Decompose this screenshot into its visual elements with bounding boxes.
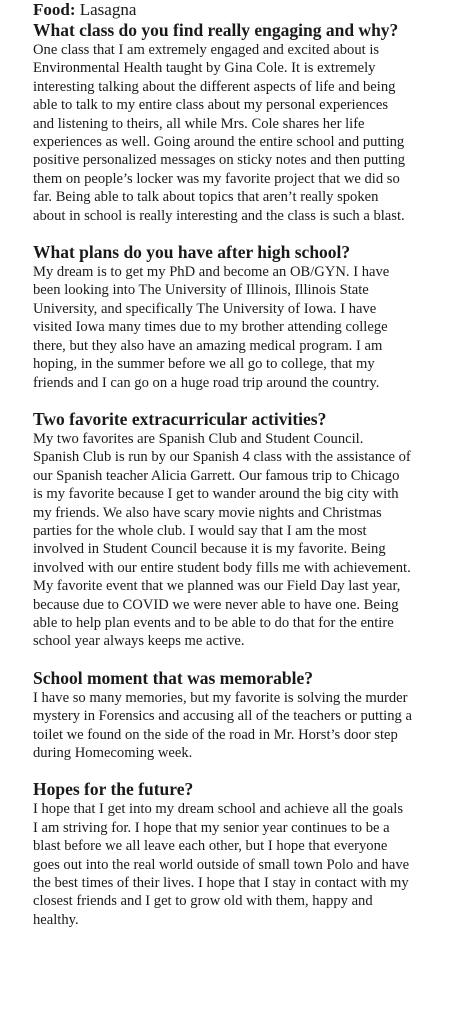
answer-line: healthy. bbox=[33, 911, 79, 928]
answer-line: and listening to theirs, all while Mrs. Cole shares her life bbox=[33, 115, 365, 132]
answer-line: blast before we all leave each other, but I hope that everyone bbox=[33, 838, 388, 855]
answer-line: interesting talking about the different aspects of life and being bbox=[33, 78, 396, 95]
answer-line: our Spanish teacher Alicia Garrett. Our famous trip to Chicago bbox=[33, 467, 400, 484]
answer-paragraph bbox=[33, 800, 465, 929]
answer-line: goes out into the real world outside of small town Polo and have bbox=[33, 856, 410, 873]
answer-line: I hope that I get into my dream school and achieve all the goals bbox=[33, 801, 403, 818]
answer-line: One class that I am extremely engaged and excited about is bbox=[33, 42, 380, 58]
answer-paragraph bbox=[33, 430, 465, 651]
food-label: Food: bbox=[33, 0, 76, 19]
answer-line: able to talk to my entire class about my personal experiences bbox=[33, 97, 388, 114]
question-heading: Hopes for the future? bbox=[33, 779, 194, 800]
question-heading: What plans do you have after high school? bbox=[33, 242, 351, 263]
answer-line: there, but they also have an amazing medical program. I am bbox=[33, 337, 383, 354]
answer-line: I have so many memories, but my favorite is solving the murder bbox=[33, 689, 408, 706]
answer-line: visited Iowa many times due to my brother attending college bbox=[33, 319, 388, 336]
answer-line: positive personalized messages on sticky notes and then putting bbox=[33, 152, 406, 169]
answer-line: school year always keeps me active. bbox=[33, 633, 245, 650]
answer-line: University, and specifically The University of Iowa. I have bbox=[33, 300, 377, 317]
answer-line: hoping, in the summer before we all go to college, that my bbox=[33, 356, 375, 373]
answer-line: friends and I can go on a huge road trip around the country. bbox=[33, 374, 380, 391]
answer-line: able to help plan events and to be able to do that for the entire bbox=[33, 614, 394, 631]
answer-line: My favorite event that we planned was our Field Day last year, bbox=[33, 578, 401, 595]
answer-line: Spanish Club is run by our Spanish 4 class with the assistance of bbox=[33, 449, 411, 466]
answer-paragraph bbox=[33, 689, 465, 763]
answer-paragraph bbox=[33, 263, 465, 392]
section-plans-after-high-school bbox=[33, 242, 465, 392]
answer-line: My dream is to get my PhD and become an OB/GYN. I have bbox=[33, 264, 390, 281]
document-page bbox=[33, 0, 465, 929]
answer-line: my friends. We also have scary movie nights and Christmas bbox=[33, 504, 382, 521]
food-value: Lasagna bbox=[79, 0, 137, 19]
answer-line: I am striving for. I hope that my senior year continues to be a bbox=[33, 819, 390, 836]
section-hopes-for-future bbox=[33, 779, 465, 929]
food-line bbox=[33, 0, 465, 20]
answer-line: closest friends and I get to grow old with them, happy and bbox=[33, 893, 373, 910]
answer-line: parties for the whole club. I would say that I am the most bbox=[33, 522, 367, 539]
answer-line: involved in Student Council because it is my favorite. Being bbox=[33, 541, 386, 558]
answer-line: about in school is really interesting and the class is such a blast. bbox=[33, 207, 405, 224]
question-heading: What class do you find really engaging and why? bbox=[33, 20, 399, 40]
question-heading: School moment that was memorable? bbox=[33, 667, 313, 688]
section-engaging-class bbox=[33, 20, 465, 225]
answer-line: them on people’s locker was my favorite project that we did so bbox=[33, 170, 400, 187]
question-heading: Two favorite extracurricular activities? bbox=[33, 408, 327, 429]
answer-line: My two favorites are Spanish Club and Student Council. bbox=[33, 430, 364, 447]
section-memorable-moment bbox=[33, 668, 465, 763]
answer-line: Environmental Health taught by Gina Cole. It is extremely bbox=[33, 60, 376, 77]
section-extracurricular-activities bbox=[33, 409, 465, 651]
answer-paragraph bbox=[33, 41, 465, 225]
answer-line: involved with our entire student body fills me with achievement. bbox=[33, 559, 411, 576]
answer-line: been looking into The University of Illinois, Illinois State bbox=[33, 282, 369, 299]
answer-line: far. Being able to talk about topics that aren’t really spoken bbox=[33, 189, 379, 206]
answer-line: mystery in Forensics and accusing all of the teachers or putting a bbox=[33, 708, 412, 725]
answer-line: during Homecoming week. bbox=[33, 745, 193, 761]
answer-line: is my favorite because I get to wander around the big city with bbox=[33, 486, 399, 503]
answer-line: the best times of their lives. I hope that I stay in contact with my bbox=[33, 875, 409, 892]
answer-line: toilet we found on the side of the road in Mr. Horst’s door step bbox=[33, 726, 398, 743]
answer-line: because due to COVID we were never able to have one. Being bbox=[33, 596, 399, 613]
answer-line: experiences as well. Going around the entire school and putting bbox=[33, 134, 405, 151]
